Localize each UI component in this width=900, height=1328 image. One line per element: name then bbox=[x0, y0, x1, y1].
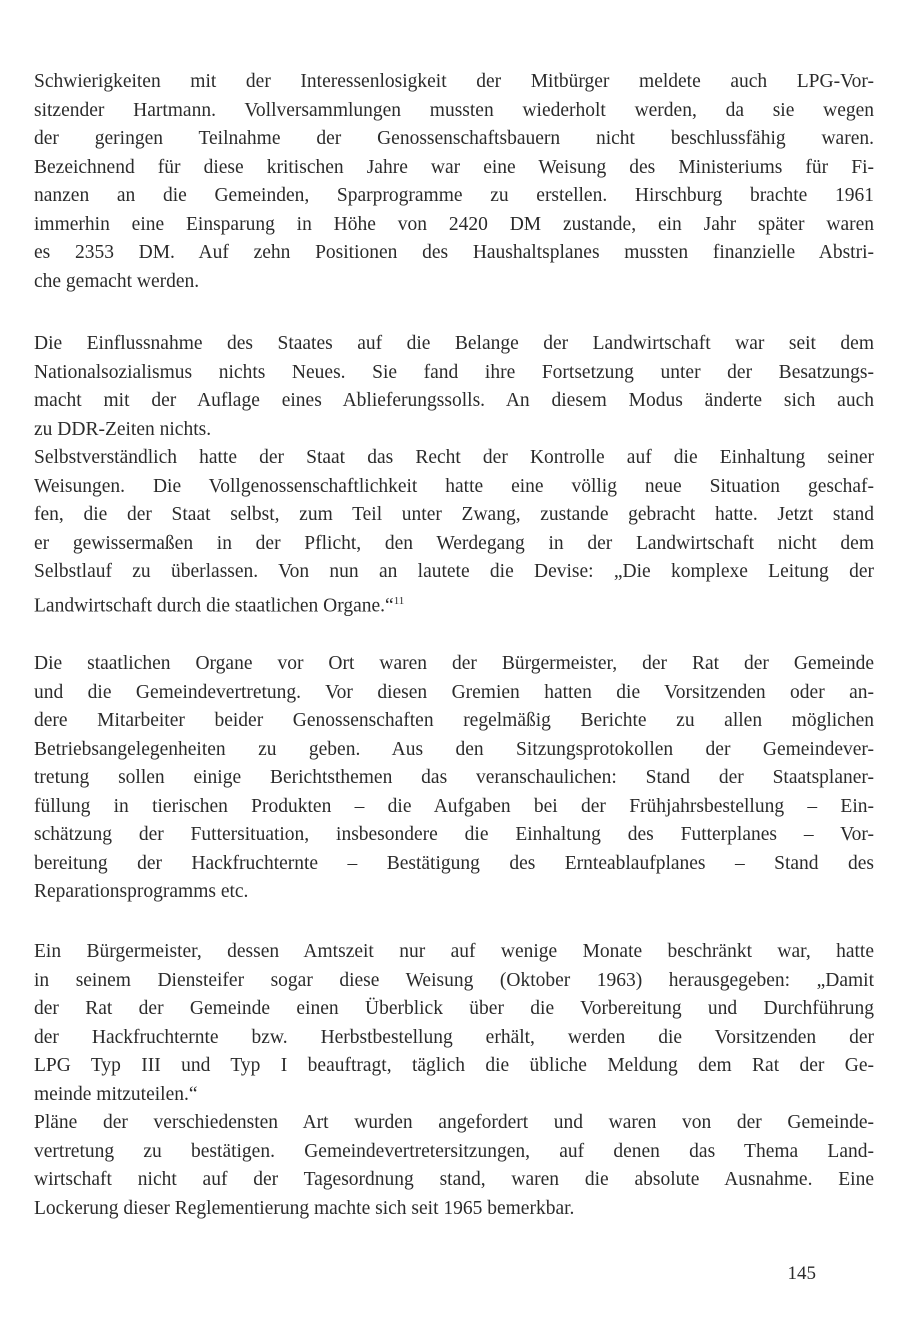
text-line: Pläne der verschiedensten Art wurden angefordert und waren von der Gemeinde- bbox=[34, 1112, 874, 1133]
text-line: Selbstverständlich hatte der Staat das Recht der Kontrolle auf die Einhaltung seiner bbox=[34, 447, 874, 468]
text-line: er gewissermaßen in der Pflicht, den Werdegang in der Landwirtschaft nicht dem bbox=[34, 532, 874, 554]
text-line: Die Einflussnahme des Staates auf die Belange der Landwirtschaft war seit dem bbox=[34, 333, 874, 354]
text-line: schätzung der Futtersituation, insbesondere die Einhaltung des Futterplanes – Vor- bbox=[34, 824, 874, 845]
text-line: bereitung der Hackfruchternte – Bestätigung des Ernteablaufplanes – Stand des bbox=[34, 852, 874, 874]
text-line: nanzen an die Gemeinden, Sparprogramme zu erstellen. Hirschburg brachte 1961 bbox=[34, 185, 874, 206]
text-line: macht mit der Auflage eines Ablieferungssolls. An diesem Modus änderte sich auch bbox=[34, 390, 874, 411]
text-line: der Hackfruchternte bzw. Herbstbestellung erhält, werden die Vorsitzenden der bbox=[34, 1026, 874, 1048]
text-line: sitzender Hartmann. Vollversammlungen mussten wiederholt werden, da sie wegen bbox=[34, 99, 874, 121]
text-line: und die Gemeindevertretung. Vor diesen Gremien hatten die Vorsitzenden oder an- bbox=[34, 681, 874, 703]
text-line: vertretung zu bestätigen. Gemeindevertretersitzungen, auf denen das Thema Land- bbox=[34, 1140, 874, 1162]
text-line: Betriebsangelegenheiten zu geben. Aus den Sitzungsprotokollen der Gemeindever- bbox=[34, 738, 874, 760]
text-line: che gemacht werden. bbox=[34, 270, 200, 292]
text-line: LPG Typ III und Typ I beauftragt, täglich die übliche Meldung dem Rat der Ge- bbox=[34, 1055, 874, 1076]
text-line: Nationalsozialismus nichts Neues. Sie fand ihre Fortsetzung unter der Besatzungs- bbox=[34, 361, 874, 383]
footnote-marker: 11 bbox=[393, 594, 405, 607]
text-line: füllung in tierischen Produkten – die Aufgaben bei der Frühjahrsbestellung – Ein- bbox=[34, 795, 874, 817]
paragraph-3 bbox=[34, 650, 874, 907]
text-line: in seinem Diensteifer sogar diese Weisung (Oktober 1963) herausgegeben: „Damit bbox=[34, 969, 874, 991]
text-line: Schwierigkeiten mit der Interessenlosigkeit der Mitbürger meldete auch LPG-Vor- bbox=[34, 71, 874, 92]
text-line: tretung sollen einige Berichtsthemen das veranschaulichen: Stand der Staatsplaner- bbox=[34, 767, 874, 788]
paragraph-2 bbox=[34, 330, 874, 621]
text-line: zu DDR-Zeiten nichts. bbox=[34, 418, 212, 440]
text-line: Ein Bürgermeister, dessen Amtszeit nur auf wenige Monate beschränkt war, hatte bbox=[34, 941, 874, 962]
text-line: Weisungen. Die Vollgenossenschaftlichkeit hatte eine völlig neue Situation geschaf- bbox=[34, 475, 874, 497]
text-line: es 2353 DM. Auf zehn Positionen des Haushaltsplanes mussten finanzielle Abstri- bbox=[34, 242, 874, 263]
text-line: immerhin eine Einsparung in Höhe von 2420 DM zustande, ein Jahr später waren bbox=[34, 213, 874, 235]
text-line: der geringen Teilnahme der Genossenschaftsbauern nicht beschlussfähig waren. bbox=[34, 128, 874, 149]
text-line: fen, die der Staat selbst, zum Teil unter Zwang, zustande gebracht hatte. Jetzt stand bbox=[34, 504, 874, 525]
text-line: der Rat der Gemeinde einen Überblick über die Vorbereitung und Durchführung bbox=[34, 998, 874, 1019]
text-line: meinde mitzuteilen.“ bbox=[34, 1083, 198, 1105]
text-line: Reparationsprogramms etc. bbox=[34, 881, 249, 902]
text-line: Landwirtschaft durch die staatlichen Organe.“$^{11}$ bbox=[34, 594, 405, 616]
text-line: Selbstlauf zu überlassen. Von nun an lautete die Devise: „Die komplexe Leitung der bbox=[34, 561, 874, 582]
paragraph-4 bbox=[34, 938, 874, 1223]
page-number: 145 bbox=[787, 1263, 816, 1284]
text-line: Bezeichnend für diese kritischen Jahre war eine Weisung des Ministeriums für Fi- bbox=[34, 156, 874, 178]
text-line: Die staatlichen Organe vor Ort waren der Bürgermeister, der Rat der Gemeinde bbox=[34, 653, 874, 674]
paragraph-1 bbox=[34, 68, 874, 296]
text-line: Lockerung dieser Reglementierung machte sich seit 1965 bemerkbar. bbox=[34, 1197, 575, 1219]
text-line: wirtschaft nicht auf der Tagesordnung stand, waren die absolute Ausnahme. Eine bbox=[34, 1169, 874, 1190]
text-line: dere Mitarbeiter beider Genossenschaften regelmäßig Berichte zu allen möglichen bbox=[34, 710, 874, 731]
